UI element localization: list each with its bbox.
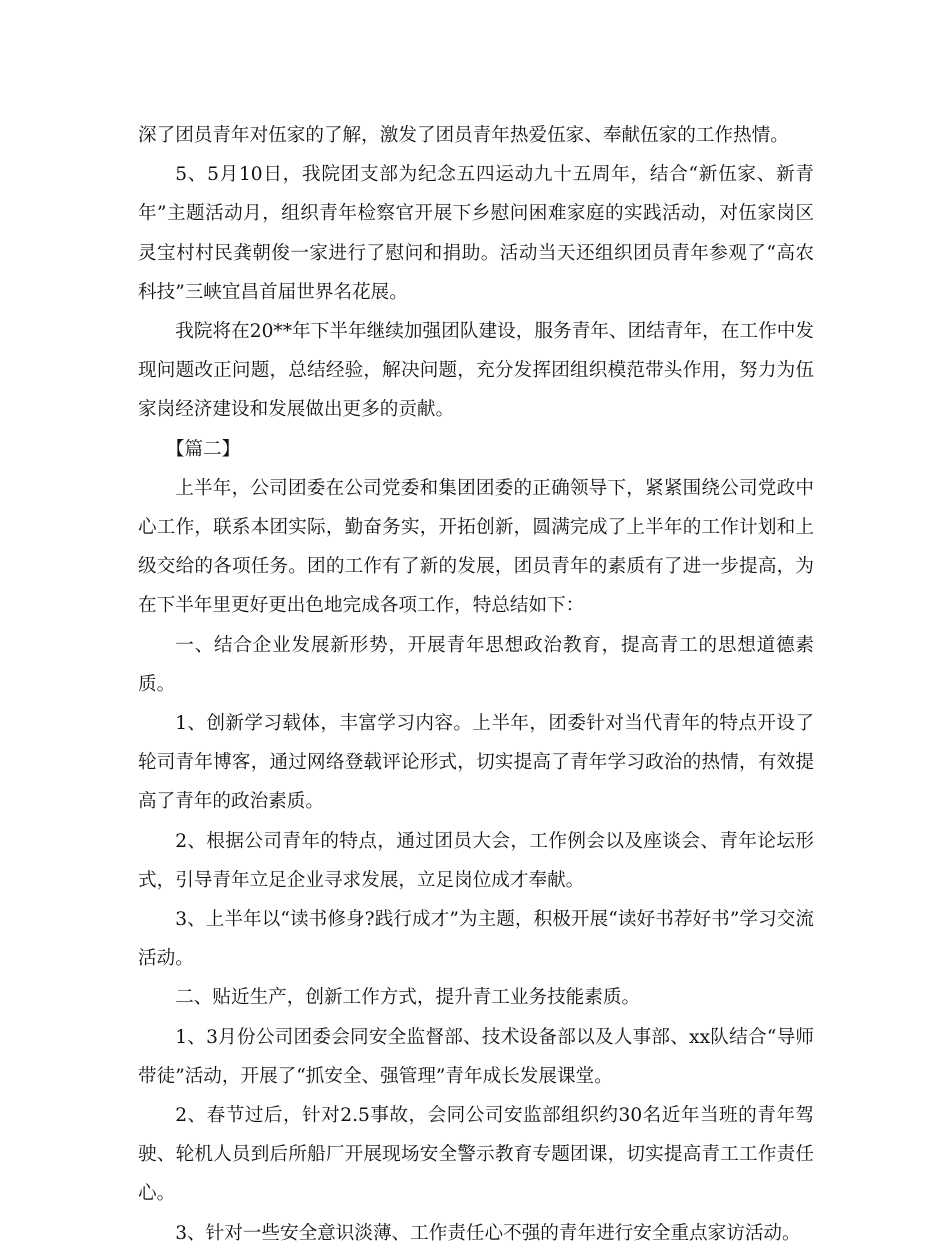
document-body bbox=[138, 116, 814, 1253]
section-heading: 【篇二】 bbox=[165, 438, 241, 460]
paragraph-part-one: 一、结合企业发展新形势，开展青年思想政治教育，提高青工的思想道德素质。 bbox=[138, 634, 814, 695]
paragraph-plan: 我院将在20**年下半年继续加强团队建设，服务青年、团结青年，在工作中发现问题改正问题，总结经验，解决问题，充分发挥团组织模范带头作用，努力为伍家岗经济建设和发展做出更多的贡献。 bbox=[138, 321, 814, 421]
paragraph-item-2: 2、根据公司青年的特点，通过团员大会，工作例会以及座谈会、青年论坛形式，引导青年立足企业寻求发展，立足岗位成才奉献。 bbox=[138, 830, 814, 891]
paragraph-item-3: 3、上半年以“读书修身?践行成才”为主题，积极开展“读好书荐好书”学习交流活动。 bbox=[138, 909, 814, 970]
paragraph-continuation: 深了团员青年对伍家的了解，激发了团员青年热爱伍家、奉献伍家的工作热情。 bbox=[138, 125, 789, 146]
paragraph-intro: 上半年，公司团委在公司党委和集团团委的正确领导下，紧紧围绕公司党政中心工作，联系本团实际，勤奋务实，开拓创新，圆满完成了上半年的工作计划和上级交给的各项任务。团的工作有了新的发展，团员青年的素质有了进一步提高，为在下半年里更好更出色地完成各项工作，特总结如下： bbox=[138, 477, 814, 617]
paragraph-item-3b: 3、针对一些安全意识淡薄、工作责任心不强的青年进行安全重点家访活动。 bbox=[175, 1222, 801, 1244]
paragraph-item-1b: 1、3月份公司团委会同安全监督部、技术设备部以及人事部、xx队结合“导师带徒”活动，开展了“抓安全、强管理”青年成长发展课堂。 bbox=[138, 1026, 814, 1087]
paragraph-item-5: 5、5月10日，我院团支部为纪念五四运动九十五周年，结合“新伍家、新青年”主题活动月，组织青年检察官开展下乡慰问困难家庭的实践活动，对伍家岗区灵宝村村民龚朝俊一家进行了慰问和捐助。活动当天还组织团员青年参观了“高农科技”三峡宜昌首届世界名花展。 bbox=[138, 164, 814, 303]
paragraph-item-1: 1、创新学习载体，丰富学习内容。上半年，团委针对当代青年的特点开设了轮司青年博客，通过网络登载评论形式，切实提高了青年学习政治的热情，有效提高了青年的政治素质。 bbox=[138, 713, 814, 813]
paragraph-item-2b: 2、春节过后，针对2.5事故，会同公司安监部组织约30名近年当班的青年驾驶、轮机人员到后所船厂开展现场安全警示教育专题团课，切实提高青工工作责任心。 bbox=[138, 1105, 814, 1205]
paragraph-part-two: 二、贴近生产，创新工作方式，提升青工业务技能素质。 bbox=[175, 987, 641, 1009]
